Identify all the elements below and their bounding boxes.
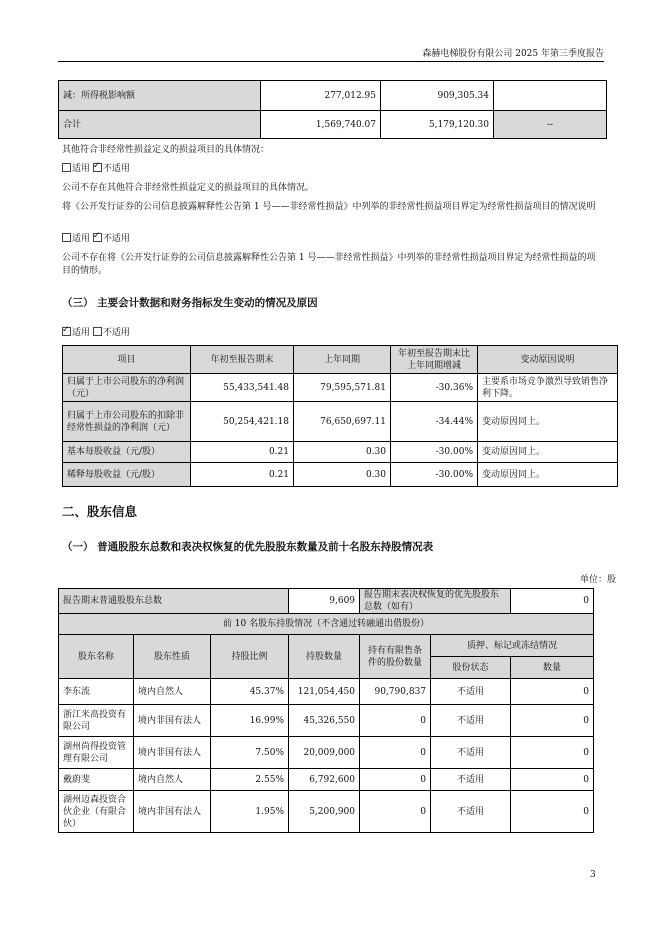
table-row [59, 769, 594, 791]
paragraph: 公司不存在其他符合非经常性损益定义的损益项目的具体情况。 [62, 183, 315, 193]
financial-change-table [62, 345, 618, 487]
pledge-count: 0 [511, 737, 594, 769]
checkbox-label: 适用 [72, 234, 91, 244]
column-header: 项目 [63, 346, 191, 374]
reason-cell: 变动原因同上。 [478, 463, 618, 487]
non-recurring-summary-table [58, 80, 607, 139]
table-row [59, 589, 594, 614]
value-cell: 79,595,571.81 [294, 374, 391, 402]
pledge-status: 不适用 [431, 679, 511, 705]
share-quantity: 45,326,550 [289, 705, 360, 737]
column-header: 持股比例 [211, 635, 289, 679]
pledge-status: 不适用 [431, 791, 511, 833]
row-label: 报告期末表决权恢复的优先股股东总数（如有） [360, 589, 511, 614]
pledge-status: 不适用 [431, 705, 511, 737]
value-cell: 50,254,421.18 [191, 402, 294, 442]
unit-label: 单位：股 [579, 575, 616, 585]
row-label: 减：所得税影响额 [59, 81, 261, 111]
share-ratio: 7.50% [211, 737, 289, 769]
table-header-row [59, 614, 594, 635]
table-row [59, 81, 607, 111]
share-ratio: 2.55% [211, 769, 289, 791]
value-cell: -34.44% [391, 402, 478, 442]
table-header-row [63, 346, 618, 374]
value-cell: 0.30 [294, 442, 391, 463]
column-header: 变动原因说明 [478, 346, 618, 374]
checkbox-unchecked-icon [62, 163, 71, 172]
shareholder-name: 湖州迈森投资合伙企业（有限合伙） [59, 791, 134, 833]
shareholder-nature: 境内自然人 [134, 769, 211, 791]
share-quantity: 6,792,600 [289, 769, 360, 791]
share-quantity: 5,200,900 [289, 791, 360, 833]
table-row [63, 463, 618, 487]
value-cell: -30.00% [391, 463, 478, 487]
table-row [59, 705, 594, 737]
reason-cell: 变动原因同上。 [478, 402, 618, 442]
shareholder-nature: 境内非国有法人 [134, 705, 211, 737]
reason-cell: 主要系市场竞争激烈导致销售净利下降。 [478, 374, 618, 402]
applicability-checkbox [62, 327, 597, 340]
pledge-status: 不适用 [431, 769, 511, 791]
checkbox-checked-icon [93, 163, 102, 172]
value-cell: -- [494, 111, 607, 139]
shareholder-name: 李东流 [59, 679, 134, 705]
shareholder-table [58, 588, 594, 833]
table-row [59, 679, 594, 705]
share-quantity: 20,009,000 [289, 737, 360, 769]
share-ratio: 1.95% [211, 791, 289, 833]
column-header: 年初至报告期末 [191, 346, 294, 374]
share-ratio: 45.37% [211, 679, 289, 705]
share-quantity: 121,054,450 [289, 679, 360, 705]
section-heading: （一） 普通股股东总数和表决权恢复的优先股股东数量及前十名股东持股情况表 [62, 541, 434, 553]
table-row [63, 442, 618, 463]
pledge-count: 0 [511, 679, 594, 705]
pledge-count: 0 [511, 769, 594, 791]
shareholder-nature: 境内非国有法人 [134, 791, 211, 833]
restricted-shares: 90,790,837 [360, 679, 431, 705]
shareholder-name: 戴蔚斐 [59, 769, 134, 791]
column-header: 股份状态 [431, 657, 511, 679]
checkbox-label: 适用 [72, 164, 91, 174]
page-header: 森赫电梯股份有限公司 2025 年第三季度报告 [422, 49, 604, 59]
value-cell: 0 [511, 589, 594, 614]
shareholder-name: 浙江米高投资有限公司 [59, 705, 134, 737]
section-heading: 二、股东信息 [62, 504, 138, 519]
table-row [59, 791, 594, 833]
share-ratio: 16.99% [211, 705, 289, 737]
row-label: 报告期末普通股股东总数 [59, 589, 289, 614]
checkbox-unchecked-icon [93, 327, 102, 336]
column-header: 上年同期 [294, 346, 391, 374]
paragraph: 其他符合非经常性损益定义的损益项目的具体情况： [62, 145, 270, 155]
shareholder-name: 湖州尚得投资管理有限公司 [59, 737, 134, 769]
checkbox-label: 不适用 [102, 234, 130, 244]
pledge-count: 0 [511, 705, 594, 737]
table-header-row [59, 635, 594, 657]
pledge-count: 0 [511, 791, 594, 833]
value-cell: 0.21 [191, 463, 294, 487]
reason-cell: 变动原因同上。 [478, 442, 618, 463]
column-header: 数量 [511, 657, 594, 679]
row-label: 合计 [59, 111, 261, 139]
value-cell: -30.00% [391, 442, 478, 463]
column-header: 年初至报告期末比上年同期增减 [391, 346, 478, 374]
table-row [59, 111, 607, 139]
row-label: 基本每股收益（元/股） [63, 442, 191, 463]
column-header: 股东名称 [59, 635, 134, 679]
value-cell: 0.21 [191, 442, 294, 463]
row-label: 归属于上市公司股东的扣除非经常性损益的净利润（元） [63, 402, 191, 442]
row-label: 稀释每股收益（元/股） [63, 463, 191, 487]
checkbox-label: 不适用 [102, 328, 130, 338]
value-cell: 76,650,697.11 [294, 402, 391, 442]
checkbox-checked-icon [62, 327, 71, 336]
page-number: 3 [590, 870, 596, 880]
shareholder-nature: 境内自然人 [134, 679, 211, 705]
section-heading: （三） 主要会计数据和财务指标发生变动的情况及原因 [62, 297, 318, 309]
paragraph: 公司不存在将《公开发行证券的公司信息披露解释性公告第 1 号——非经常性损益》中列举的非经常性损益项目界定为经常性损益的项目的情形。 [62, 253, 596, 276]
value-cell [494, 81, 607, 111]
checkbox-label: 适用 [72, 328, 91, 338]
checkbox-checked-icon [93, 233, 102, 242]
table-row [59, 737, 594, 769]
column-header: 持有有限售条件的股份数量 [360, 635, 431, 679]
value-cell: -30.36% [391, 374, 478, 402]
paragraph: 将《公开发行证券的公司信息披露解释性公告第 1 号——非经常性损益》中列举的非经常性损益项目界定为经常性损益项目的情况说明 [62, 202, 596, 212]
restricted-shares: 0 [360, 769, 431, 791]
value-cell: 909,305.34 [381, 81, 494, 111]
table-row [63, 374, 618, 402]
section-title-cell: 前 10 名股东持股情况（不含通过转融通出借股份） [59, 614, 594, 635]
table-row [63, 402, 618, 442]
applicability-checkbox [62, 163, 597, 176]
pledge-status: 不适用 [431, 737, 511, 769]
restricted-shares: 0 [360, 705, 431, 737]
shareholder-nature: 境内非国有法人 [134, 737, 211, 769]
applicability-checkbox [62, 233, 597, 246]
value-cell: 55,433,541.48 [191, 374, 294, 402]
restricted-shares: 0 [360, 791, 431, 833]
restricted-shares: 0 [360, 737, 431, 769]
value-cell: 1,569,740.07 [261, 111, 381, 139]
column-header: 股东性质 [134, 635, 211, 679]
value-cell: 0.30 [294, 463, 391, 487]
column-header: 质押、标记或冻结情况 [431, 635, 594, 657]
row-label: 归属于上市公司股东的净利润（元） [63, 374, 191, 402]
checkbox-unchecked-icon [62, 233, 71, 242]
checkbox-label: 不适用 [102, 164, 130, 174]
header-divider [58, 61, 604, 62]
value-cell: 277,012.95 [261, 81, 381, 111]
value-cell: 5,179,120.30 [381, 111, 494, 139]
value-cell: 9,609 [289, 589, 360, 614]
column-header: 持股数量 [289, 635, 360, 679]
